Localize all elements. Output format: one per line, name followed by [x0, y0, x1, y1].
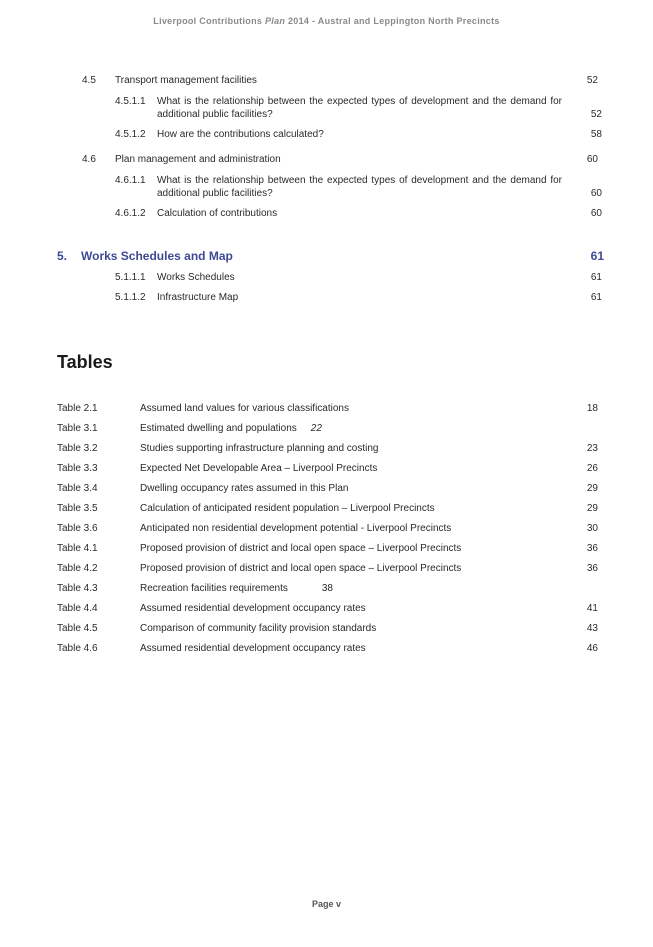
- table-list-item[interactable]: [0, 603, 653, 617]
- toc-title: Infrastructure Map: [157, 292, 239, 303]
- table-label: Table 4.4: [57, 603, 98, 614]
- toc-entry[interactable]: [0, 128, 653, 141]
- toc-number: 4.5.1.2: [115, 129, 146, 140]
- toc-page: 52: [590, 109, 602, 120]
- table-caption: [140, 423, 322, 434]
- table-caption-text: Comparison of community facility provision standards: [140, 623, 377, 634]
- table-page: 26: [586, 463, 598, 474]
- table-list-item[interactable]: [0, 543, 653, 557]
- toc-title: What is the relationship between the expected types of development and the demand for additional public facilities?: [157, 96, 562, 120]
- table-label: Table 4.2: [57, 563, 98, 574]
- toc-number: 4.6.1.2: [115, 208, 146, 219]
- table-label: Table 2.1: [57, 403, 98, 414]
- toc-page: 61: [590, 272, 602, 283]
- toc-section-entry[interactable]: [0, 249, 653, 265]
- table-caption: [140, 603, 380, 614]
- toc-page: 58: [590, 129, 602, 140]
- table-caption: [140, 403, 363, 414]
- table-caption: [140, 443, 392, 454]
- table-inline-page: 38: [321, 583, 333, 594]
- table-page: 29: [586, 483, 598, 494]
- table-list-item[interactable]: [0, 563, 653, 577]
- table-caption-text: Calculation of anticipated resident population – Liverpool Precincts: [140, 503, 435, 514]
- table-list-item[interactable]: [0, 463, 653, 477]
- running-header: [0, 16, 653, 26]
- table-caption: [140, 483, 362, 494]
- table-label: Table 3.6: [57, 523, 98, 534]
- toc-title: Works Schedules: [157, 272, 235, 283]
- toc-entry[interactable]: [0, 174, 653, 200]
- table-label: Table 4.1: [57, 543, 98, 554]
- table-caption-text: Dwelling occupancy rates assumed in this Plan: [140, 483, 349, 494]
- table-caption-text: Anticipated non residential development potential - Liverpool Precincts: [140, 523, 452, 534]
- table-caption-text: Expected Net Developable Area – Liverpool Precincts: [140, 463, 378, 474]
- table-label: Table 3.1: [57, 423, 98, 434]
- table-caption: [140, 643, 380, 654]
- table-list-item[interactable]: [0, 403, 653, 417]
- toc-entry[interactable]: [0, 207, 653, 220]
- table-list-item[interactable]: [0, 523, 653, 537]
- table-caption: [140, 623, 390, 634]
- toc-title: What is the relationship between the expected types of development and the demand for additional public facilities?: [157, 175, 562, 199]
- toc-entry[interactable]: [0, 291, 653, 304]
- page-number-footer: Page v: [311, 899, 342, 909]
- table-caption-text: Assumed residential development occupancy rates: [140, 643, 366, 654]
- toc-number: 4.6: [82, 154, 96, 165]
- table-caption: [140, 563, 475, 574]
- table-page: 41: [586, 603, 598, 614]
- table-list-item[interactable]: [0, 643, 653, 657]
- toc-number: 5.1.1.2: [115, 292, 146, 303]
- table-caption: [140, 503, 449, 514]
- table-caption: [140, 583, 333, 594]
- table-caption: [140, 463, 391, 474]
- toc-number: 4.6.1.1: [115, 175, 146, 186]
- header-title-plan: Plan: [264, 16, 286, 26]
- toc-section-page: 61: [590, 249, 604, 263]
- toc-title: How are the contributions calculated?: [157, 129, 324, 140]
- toc-entry[interactable]: [0, 153, 653, 166]
- table-caption-text: Estimated dwelling and populations: [140, 423, 297, 434]
- toc-page: 52: [586, 75, 598, 86]
- toc-number: 4.5.1.1: [115, 96, 146, 107]
- table-label: Table 3.4: [57, 483, 98, 494]
- header-title-part1: Liverpool Contributions: [153, 16, 265, 26]
- table-label: Table 4.5: [57, 623, 98, 634]
- table-page: 18: [586, 403, 598, 414]
- toc-number: 5.1.1.1: [115, 272, 146, 283]
- table-page: 23: [586, 443, 598, 454]
- table-page: 43: [586, 623, 598, 634]
- toc-title: Transport management facilities: [115, 75, 257, 86]
- toc-title: Calculation of contributions: [157, 208, 278, 219]
- table-page: 30: [586, 523, 598, 534]
- toc-section-title: Works Schedules and Map: [81, 249, 233, 263]
- toc-entry[interactable]: [0, 271, 653, 284]
- table-caption-text: Assumed land values for various classifications: [140, 403, 349, 414]
- toc-entry[interactable]: [0, 74, 653, 87]
- table-caption-text: Studies supporting infrastructure planning and costing: [140, 443, 379, 454]
- table-inline-page: 22: [310, 423, 322, 434]
- table-label: Table 4.3: [57, 583, 98, 594]
- table-caption-text: Proposed provision of district and local open space – Liverpool Precincts: [140, 563, 462, 574]
- toc-title: Plan management and administration: [115, 154, 281, 165]
- table-label: Table 4.6: [57, 643, 98, 654]
- table-page: 36: [586, 563, 598, 574]
- table-label: Table 3.3: [57, 463, 98, 474]
- toc-number: 4.5: [82, 75, 96, 86]
- table-list-item[interactable]: [0, 483, 653, 497]
- table-list-item[interactable]: [0, 503, 653, 517]
- table-list-item[interactable]: [0, 623, 653, 637]
- toc-section-number: 5.: [57, 249, 68, 263]
- tables-heading: Tables: [57, 352, 113, 372]
- table-caption-text: Proposed provision of district and local open space – Liverpool Precincts: [140, 543, 462, 554]
- table-list-item[interactable]: [0, 443, 653, 457]
- table-page: 29: [586, 503, 598, 514]
- header-title-part2: 2014 - Austral and Leppington North Precincts: [285, 16, 500, 26]
- table-page: 36: [586, 543, 598, 554]
- table-caption: [140, 543, 475, 554]
- table-caption-text: Assumed residential development occupancy rates: [140, 603, 366, 614]
- table-list-item[interactable]: [0, 423, 653, 437]
- table-list-item[interactable]: [0, 583, 653, 597]
- table-page: 46: [586, 643, 598, 654]
- toc-page: 60: [590, 188, 602, 199]
- table-caption-text: Recreation facilities requirements: [140, 583, 288, 594]
- toc-page: 60: [590, 208, 602, 219]
- table-label: Table 3.2: [57, 443, 98, 454]
- table-label: Table 3.5: [57, 503, 98, 514]
- toc-page: 61: [590, 292, 602, 303]
- table-caption: [140, 523, 465, 534]
- toc-page: 60: [586, 154, 598, 165]
- toc-entry[interactable]: [0, 95, 653, 121]
